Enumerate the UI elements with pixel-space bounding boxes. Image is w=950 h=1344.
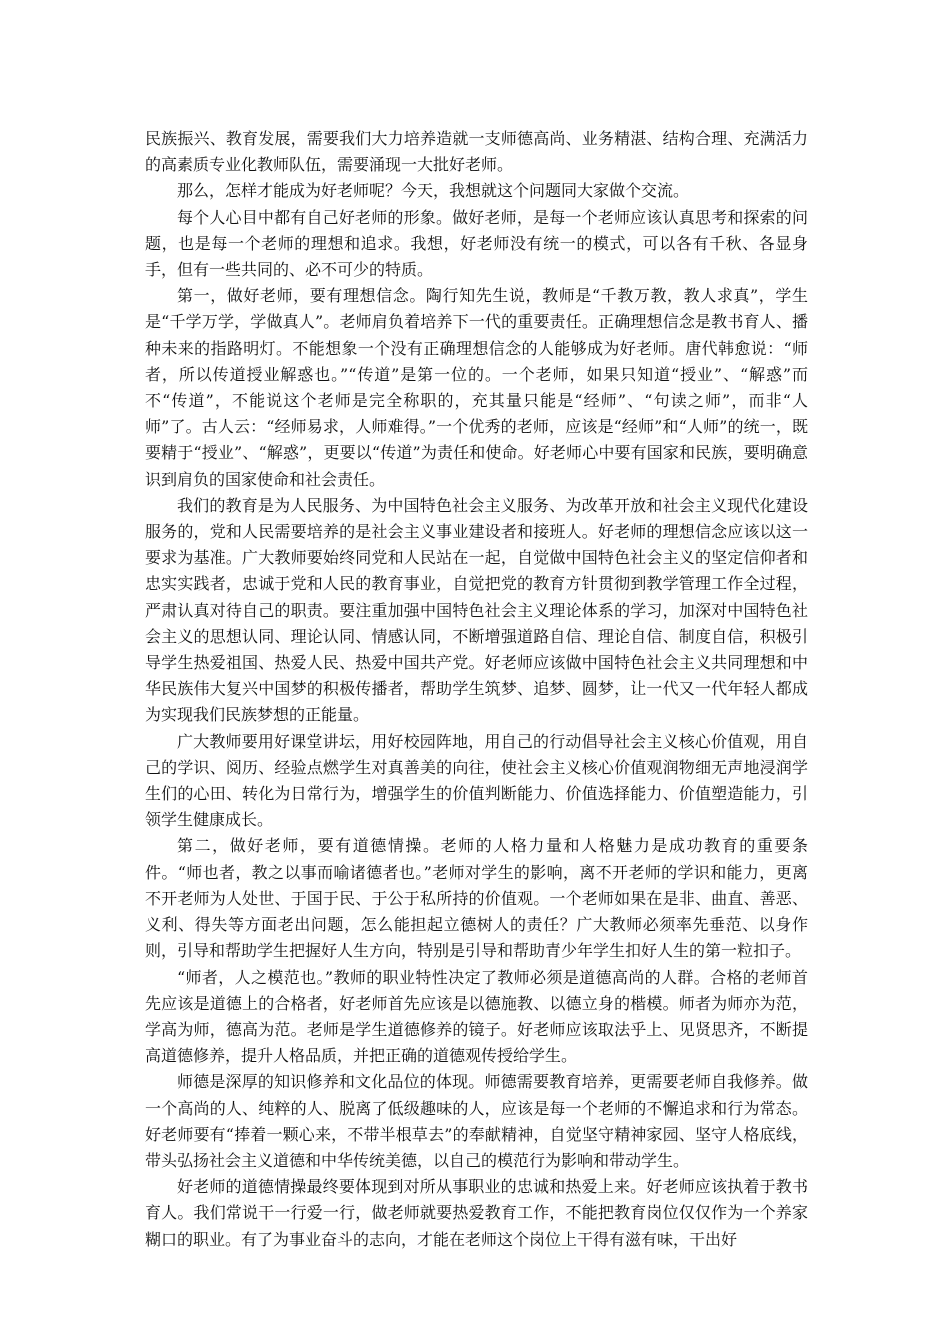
document-body xyxy=(145,126,808,1253)
paragraph-3: 每个人心目中都有自己好老师的形象。做好老师，是每一个老师应该认真思考和探索的问题，也是每一个老师的理想和追求。我想，好老师没有统一的模式，可以各有千秋、各显身手，但有一些共同的、必不可少的特质。 xyxy=(145,207,808,280)
paragraph-9: 师德是深厚的知识修养和文化品位的体现。师德需要教育培养，更需要老师自我修养。做一个高尚的人、纯粹的人、脱离了低级趣味的人，应该是每一个老师的不懈追求和行为常态。好老师要有“捧着一颗心来，不带半根草去”的奉献精神，自觉坚守精神家园、坚守人格底线，带头弘扬社会主义道德和中华传统美德，以自己的模范行为影响和带动学生。 xyxy=(145,1072,808,1170)
paragraph-6: 广大教师要用好课堂讲坛，用好校园阵地，用自己的行动倡导社会主义核心价值观，用自己的学识、阅历、经验点燃学生对真善美的向往，使社会主义核心价值观润物细无声地浸润学生们的心田、转化为日常行为，增强学生的价值判断能力、价值选择能力、价值塑造能力，引领学生健康成长。 xyxy=(145,731,808,830)
paragraph-2: 那么，怎样才能成为好老师呢？今天，我想就这个问题同大家做个交流。 xyxy=(177,181,690,201)
paragraph-7: 第二，做好老师，要有道德情操。老师的人格力量和人格魅力是成功教育的重要条件。“师也者，教之以事而喻诸德者也。”老师对学生的影响，离不开老师的学识和能力，更离不开老师为人处世、于国于民、于公于私所持的价值观。一个老师如果在是非、曲直、善恶、义利、得失等方面老出问题，怎么能担起立德树人的责任？广大教师必须率先垂范、以身作则，引导和帮助学生把握好人生方向，特别是引导和帮助青少年学生扣好人生的第一粒扣子。 xyxy=(145,836,808,961)
paragraph-5: 我们的教育是为人民服务、为中国特色社会主义服务、为改革开放和社会主义现代化建设服务的，党和人民需要培养的是社会主义事业建设者和接班人。好老师的理想信念应该以这一要求为基准。广大教师要始终同党和人民站在一起，自觉做中国特色社会主义的坚定信仰者和忠实实践者，忠诚于党和人民的教育事业，自觉把党的教育方针贯彻到教学管理工作全过程，严肃认真对待自己的职责。要注重加强中国特色社会主义理论体系的学习，加深对中国特色社会主义的思想认同、理论认同、情感认同，不断增强道路自信、理论自信、制度自信，积极引导学生热爱祖国、热爱人民、热爱中国共产党。好老师应该做中国特色社会主义共同理想和中华民族伟大复兴中国梦的积极传播者，帮助学生筑梦、追梦、圆梦，让一代又一代年轻人都成为实现我们民族梦想的正能量。 xyxy=(145,495,808,725)
paragraph-1: 民族振兴、教育发展，需要我们大力培养造就一支师德高尚、业务精湛、结构合理、充满活力的高素质专业化教师队伍，需要涌现一大批好老师。 xyxy=(145,129,808,175)
paragraph-10: 好老师的道德情操最终要体现到对所从事职业的忠诚和热爱上来。好老师应该执着于教书育人。我们常说干一行爱一行，做老师就要热爱教育工作，不能把教育岗位仅仅作为一个养家糊口的职业。有了为事业奋斗的志向，才能在老师这个岗位上干得有滋有味，干出好 xyxy=(145,1177,808,1249)
paragraph-4: 第一，做好老师，要有理想信念。陶行知先生说，教师是“千教万教，教人求真”，学生是“千学万学，学做真人”。老师肩负着培养下一代的重要责任。正确理想信念是教书育人、播种未来的指路明灯。不能想象一个没有正确理想信念的人能够成为好老师。唐代韩愈说：“师者，所以传道授业解惑也。”“传道”是第一位的。一个老师，如果只知道“授业”、“解惑”而不“传道”，不能说这个老师是完全称职的，充其量只能是“经师”、“句读之师”，而非“人师”了。古人云：“经师易求，人师难得。”一个优秀的老师，应该是“经师”和“人师”的统一，既要精于“授业”、“解惑”，更要以“传道”为责任和使命。好老师心中要有国家和民族，要明确意识到肩负的国家使命和社会责任。 xyxy=(145,286,808,489)
paragraph-8: “师者，人之模范也。”教师的职业特性决定了教师必须是道德高尚的人群。合格的老师首先应该是道德上的合格者，好老师首先应该是以德施教、以德立身的楷模。师者为师亦为范，学高为师，德高为范。老师是学生道德修养的镜子。好老师应该取法乎上、见贤思齐，不断提高道德修养，提升人格品质，并把正确的道德观传授给学生。 xyxy=(145,967,808,1066)
